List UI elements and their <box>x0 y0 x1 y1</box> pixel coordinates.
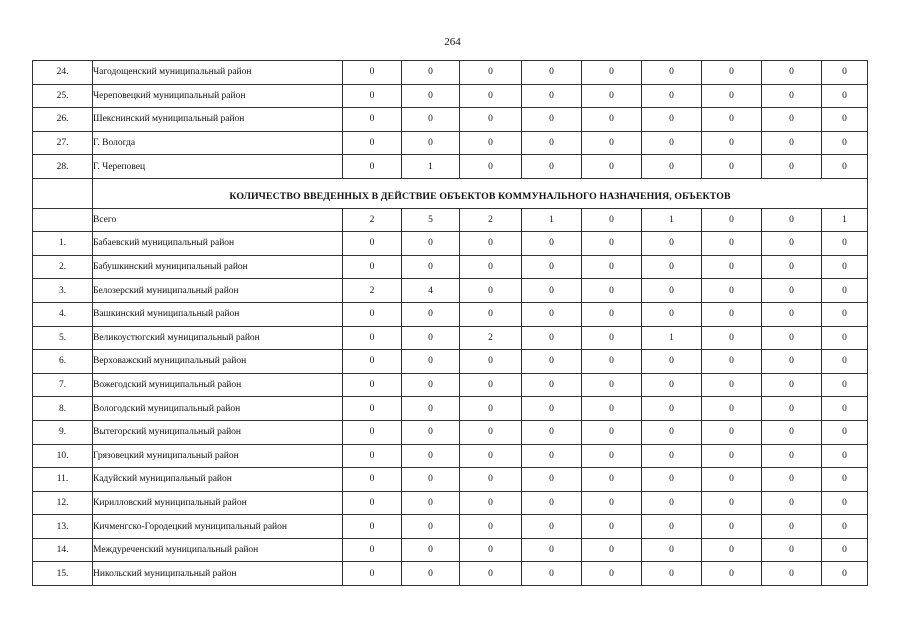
value-cell: 0 <box>702 84 762 108</box>
value-cell: 0 <box>702 397 762 421</box>
table-row <box>33 255 868 279</box>
value-cell: 0 <box>822 350 868 374</box>
district-name: Вашкинский муниципальный район <box>93 302 343 326</box>
value-cell: 0 <box>762 131 822 155</box>
district-name: Всего <box>93 208 343 232</box>
table-row <box>33 208 868 232</box>
value-cell: 0 <box>762 515 822 539</box>
value-cell: 0 <box>522 420 582 444</box>
value-cell: 0 <box>702 420 762 444</box>
value-cell: 0 <box>642 373 702 397</box>
row-number: 9. <box>33 420 93 444</box>
value-cell: 0 <box>402 108 460 132</box>
value-cell: 0 <box>402 61 460 85</box>
value-cell: 0 <box>460 350 522 374</box>
value-cell: 0 <box>702 515 762 539</box>
section-title: КОЛИЧЕСТВО ВВЕДЕННЫХ В ДЕЙСТВИЕ ОБЪЕКТОВ КОММУНАЛЬНОГО НАЗНАЧЕНИЯ, ОБЪЕКТОВ <box>93 178 868 208</box>
value-cell: 0 <box>582 468 642 492</box>
value-cell: 0 <box>402 84 460 108</box>
value-cell: 0 <box>582 155 642 179</box>
district-name: Бабаевский муниципальный район <box>93 232 343 256</box>
value-cell: 0 <box>582 279 642 303</box>
table-row <box>33 491 868 515</box>
value-cell: 0 <box>762 350 822 374</box>
value-cell: 0 <box>762 255 822 279</box>
value-cell: 0 <box>702 255 762 279</box>
row-number: 3. <box>33 279 93 303</box>
value-cell: 0 <box>582 84 642 108</box>
value-cell: 0 <box>402 326 460 350</box>
value-cell: 0 <box>642 255 702 279</box>
value-cell: 0 <box>460 538 522 562</box>
value-cell: 0 <box>522 444 582 468</box>
row-number: 6. <box>33 350 93 374</box>
value-cell: 0 <box>762 420 822 444</box>
value-cell: 0 <box>522 108 582 132</box>
value-cell: 0 <box>522 397 582 421</box>
value-cell: 0 <box>402 350 460 374</box>
value-cell: 1 <box>822 208 868 232</box>
value-cell: 0 <box>460 84 522 108</box>
value-cell: 0 <box>762 108 822 132</box>
value-cell: 0 <box>522 61 582 85</box>
value-cell: 0 <box>460 302 522 326</box>
value-cell: 0 <box>522 468 582 492</box>
table-body-after-section <box>33 208 868 586</box>
value-cell: 0 <box>460 155 522 179</box>
value-cell: 0 <box>402 468 460 492</box>
value-cell: 2 <box>343 208 402 232</box>
value-cell: 0 <box>642 397 702 421</box>
value-cell: 0 <box>762 562 822 586</box>
district-name: Вытегорский муниципальный район <box>93 420 343 444</box>
value-cell: 0 <box>642 155 702 179</box>
table-row <box>33 397 868 421</box>
district-name: Никольский муниципальный район <box>93 562 343 586</box>
row-number: 28. <box>33 155 93 179</box>
value-cell: 0 <box>762 468 822 492</box>
value-cell: 0 <box>343 397 402 421</box>
value-cell: 0 <box>822 84 868 108</box>
value-cell: 0 <box>343 108 402 132</box>
table-row <box>33 515 868 539</box>
statistics-table <box>32 60 868 586</box>
value-cell: 0 <box>343 562 402 586</box>
row-number: 7. <box>33 373 93 397</box>
value-cell: 0 <box>642 350 702 374</box>
district-name: Грязовецкий муниципальный район <box>93 444 343 468</box>
value-cell: 0 <box>822 515 868 539</box>
value-cell: 0 <box>762 538 822 562</box>
value-cell: 0 <box>582 255 642 279</box>
table-row <box>33 468 868 492</box>
value-cell: 0 <box>822 108 868 132</box>
value-cell: 0 <box>702 279 762 303</box>
district-name: Бабушкинский муниципальный район <box>93 255 343 279</box>
value-cell: 0 <box>822 468 868 492</box>
value-cell: 0 <box>402 397 460 421</box>
value-cell: 0 <box>522 84 582 108</box>
value-cell: 0 <box>460 468 522 492</box>
value-cell: 0 <box>343 373 402 397</box>
value-cell: 0 <box>460 491 522 515</box>
value-cell: 0 <box>460 562 522 586</box>
value-cell: 2 <box>343 279 402 303</box>
value-cell: 0 <box>343 326 402 350</box>
value-cell: 0 <box>582 108 642 132</box>
value-cell: 0 <box>762 302 822 326</box>
value-cell: 0 <box>522 232 582 256</box>
value-cell: 5 <box>402 208 460 232</box>
value-cell: 0 <box>343 468 402 492</box>
value-cell: 0 <box>343 420 402 444</box>
value-cell: 0 <box>642 491 702 515</box>
value-cell: 0 <box>642 468 702 492</box>
value-cell: 0 <box>822 420 868 444</box>
table-body-before-section <box>33 61 868 179</box>
value-cell: 0 <box>460 255 522 279</box>
district-name: Череповецкий муниципальный район <box>93 84 343 108</box>
value-cell: 0 <box>822 279 868 303</box>
value-cell: 0 <box>822 131 868 155</box>
value-cell: 0 <box>582 562 642 586</box>
value-cell: 0 <box>522 131 582 155</box>
value-cell: 0 <box>702 350 762 374</box>
value-cell: 0 <box>402 515 460 539</box>
section-header-row <box>33 178 868 208</box>
value-cell: 0 <box>762 84 822 108</box>
table-row <box>33 444 868 468</box>
value-cell: 0 <box>762 491 822 515</box>
value-cell: 0 <box>822 491 868 515</box>
value-cell: 0 <box>460 61 522 85</box>
value-cell: 0 <box>460 515 522 539</box>
value-cell: 2 <box>460 208 522 232</box>
value-cell: 0 <box>702 538 762 562</box>
value-cell: 0 <box>522 491 582 515</box>
row-number: 12. <box>33 491 93 515</box>
value-cell: 0 <box>343 131 402 155</box>
value-cell: 0 <box>402 373 460 397</box>
value-cell: 0 <box>822 373 868 397</box>
value-cell: 1 <box>642 326 702 350</box>
value-cell: 0 <box>343 232 402 256</box>
value-cell: 0 <box>702 491 762 515</box>
value-cell: 0 <box>582 208 642 232</box>
value-cell: 0 <box>582 420 642 444</box>
table-row <box>33 279 868 303</box>
value-cell: 0 <box>702 232 762 256</box>
table-row <box>33 232 868 256</box>
district-name: Чагодощенский муниципальный район <box>93 61 343 85</box>
value-cell: 0 <box>522 326 582 350</box>
district-name: Верховажский муниципальный район <box>93 350 343 374</box>
value-cell: 0 <box>762 61 822 85</box>
value-cell: 0 <box>642 444 702 468</box>
row-number: 5. <box>33 326 93 350</box>
district-name: Великоустюгский муниципальный район <box>93 326 343 350</box>
table-row <box>33 538 868 562</box>
value-cell: 0 <box>762 155 822 179</box>
row-number: 14. <box>33 538 93 562</box>
value-cell: 0 <box>642 84 702 108</box>
district-name: Белозерский муниципальный район <box>93 279 343 303</box>
value-cell: 0 <box>822 232 868 256</box>
value-cell: 0 <box>642 515 702 539</box>
value-cell: 0 <box>522 515 582 539</box>
row-number <box>33 208 93 232</box>
value-cell: 1 <box>522 208 582 232</box>
value-cell: 0 <box>702 302 762 326</box>
value-cell: 0 <box>402 131 460 155</box>
value-cell: 0 <box>343 538 402 562</box>
value-cell: 0 <box>522 373 582 397</box>
table-row <box>33 350 868 374</box>
value-cell: 2 <box>460 326 522 350</box>
value-cell: 0 <box>460 444 522 468</box>
value-cell: 0 <box>582 350 642 374</box>
value-cell: 0 <box>642 302 702 326</box>
table-row <box>33 131 868 155</box>
value-cell: 0 <box>822 302 868 326</box>
page-number: 264 <box>444 36 461 48</box>
value-cell: 0 <box>702 108 762 132</box>
row-number: 1. <box>33 232 93 256</box>
value-cell: 0 <box>582 491 642 515</box>
value-cell: 0 <box>702 208 762 232</box>
value-cell: 0 <box>402 420 460 444</box>
value-cell: 0 <box>460 373 522 397</box>
value-cell: 0 <box>402 255 460 279</box>
value-cell: 0 <box>460 279 522 303</box>
value-cell: 0 <box>822 397 868 421</box>
value-cell: 0 <box>343 255 402 279</box>
value-cell: 0 <box>822 155 868 179</box>
value-cell: 0 <box>702 326 762 350</box>
district-name: Вологодский муниципальный район <box>93 397 343 421</box>
value-cell: 0 <box>642 538 702 562</box>
row-number: 4. <box>33 302 93 326</box>
value-cell: 0 <box>702 468 762 492</box>
value-cell: 0 <box>402 562 460 586</box>
value-cell: 0 <box>460 131 522 155</box>
value-cell: 0 <box>582 444 642 468</box>
value-cell: 0 <box>522 255 582 279</box>
value-cell: 0 <box>642 232 702 256</box>
value-cell: 0 <box>343 515 402 539</box>
value-cell: 0 <box>762 208 822 232</box>
value-cell: 0 <box>762 397 822 421</box>
value-cell: 0 <box>642 279 702 303</box>
row-number: 25. <box>33 84 93 108</box>
district-name: Вожегодский муниципальный район <box>93 373 343 397</box>
value-cell: 0 <box>522 562 582 586</box>
value-cell: 0 <box>642 562 702 586</box>
row-number: 2. <box>33 255 93 279</box>
value-cell: 0 <box>582 302 642 326</box>
row-number: 10. <box>33 444 93 468</box>
value-cell: 0 <box>343 302 402 326</box>
value-cell: 0 <box>702 562 762 586</box>
value-cell: 0 <box>402 302 460 326</box>
value-cell: 0 <box>822 61 868 85</box>
value-cell: 0 <box>402 491 460 515</box>
value-cell: 0 <box>522 350 582 374</box>
table-row <box>33 420 868 444</box>
row-number: 27. <box>33 131 93 155</box>
value-cell: 0 <box>402 538 460 562</box>
value-cell: 0 <box>582 131 642 155</box>
value-cell: 0 <box>582 397 642 421</box>
value-cell: 0 <box>762 326 822 350</box>
value-cell: 0 <box>822 255 868 279</box>
value-cell: 0 <box>343 61 402 85</box>
row-number: 26. <box>33 108 93 132</box>
value-cell: 0 <box>460 397 522 421</box>
row-number: 15. <box>33 562 93 586</box>
value-cell: 0 <box>822 538 868 562</box>
district-name: Кирилловский муниципальный район <box>93 491 343 515</box>
district-name: Шекснинский муниципальный район <box>93 108 343 132</box>
row-number: 8. <box>33 397 93 421</box>
value-cell: 4 <box>402 279 460 303</box>
value-cell: 0 <box>402 444 460 468</box>
table-row <box>33 302 868 326</box>
table-row <box>33 373 868 397</box>
value-cell: 0 <box>582 373 642 397</box>
section-header-body <box>33 178 868 208</box>
table-row <box>33 84 868 108</box>
district-name: Кичменгско-Городецкий муниципальный район <box>93 515 343 539</box>
section-number-cell <box>33 178 93 208</box>
value-cell: 0 <box>343 350 402 374</box>
value-cell: 0 <box>642 131 702 155</box>
value-cell: 0 <box>460 108 522 132</box>
value-cell: 0 <box>702 373 762 397</box>
row-number: 11. <box>33 468 93 492</box>
value-cell: 0 <box>822 326 868 350</box>
value-cell: 0 <box>822 562 868 586</box>
value-cell: 0 <box>582 515 642 539</box>
value-cell: 0 <box>343 155 402 179</box>
district-name: Г. Череповец <box>93 155 343 179</box>
table-row <box>33 326 868 350</box>
value-cell: 0 <box>762 232 822 256</box>
table-row <box>33 155 868 179</box>
district-name: Г. Вологда <box>93 131 343 155</box>
value-cell: 0 <box>582 326 642 350</box>
value-cell: 0 <box>582 538 642 562</box>
table-row <box>33 61 868 85</box>
value-cell: 0 <box>460 420 522 444</box>
value-cell: 1 <box>642 208 702 232</box>
value-cell: 0 <box>642 420 702 444</box>
value-cell: 0 <box>702 61 762 85</box>
value-cell: 0 <box>522 302 582 326</box>
district-name: Междуреченский муниципальный район <box>93 538 343 562</box>
table-row <box>33 108 868 132</box>
value-cell: 0 <box>642 108 702 132</box>
value-cell: 0 <box>642 61 702 85</box>
value-cell: 0 <box>582 232 642 256</box>
row-number: 13. <box>33 515 93 539</box>
value-cell: 0 <box>343 491 402 515</box>
value-cell: 0 <box>762 373 822 397</box>
value-cell: 0 <box>822 444 868 468</box>
value-cell: 0 <box>460 232 522 256</box>
value-cell: 1 <box>402 155 460 179</box>
table-row <box>33 562 868 586</box>
value-cell: 0 <box>702 444 762 468</box>
value-cell: 0 <box>702 155 762 179</box>
value-cell: 0 <box>762 444 822 468</box>
value-cell: 0 <box>343 444 402 468</box>
value-cell: 0 <box>343 84 402 108</box>
value-cell: 0 <box>522 538 582 562</box>
value-cell: 0 <box>522 155 582 179</box>
row-number: 24. <box>33 61 93 85</box>
value-cell: 0 <box>582 61 642 85</box>
value-cell: 0 <box>402 232 460 256</box>
district-name: Кадуйский муниципальный район <box>93 468 343 492</box>
value-cell: 0 <box>522 279 582 303</box>
value-cell: 0 <box>702 131 762 155</box>
value-cell: 0 <box>762 279 822 303</box>
